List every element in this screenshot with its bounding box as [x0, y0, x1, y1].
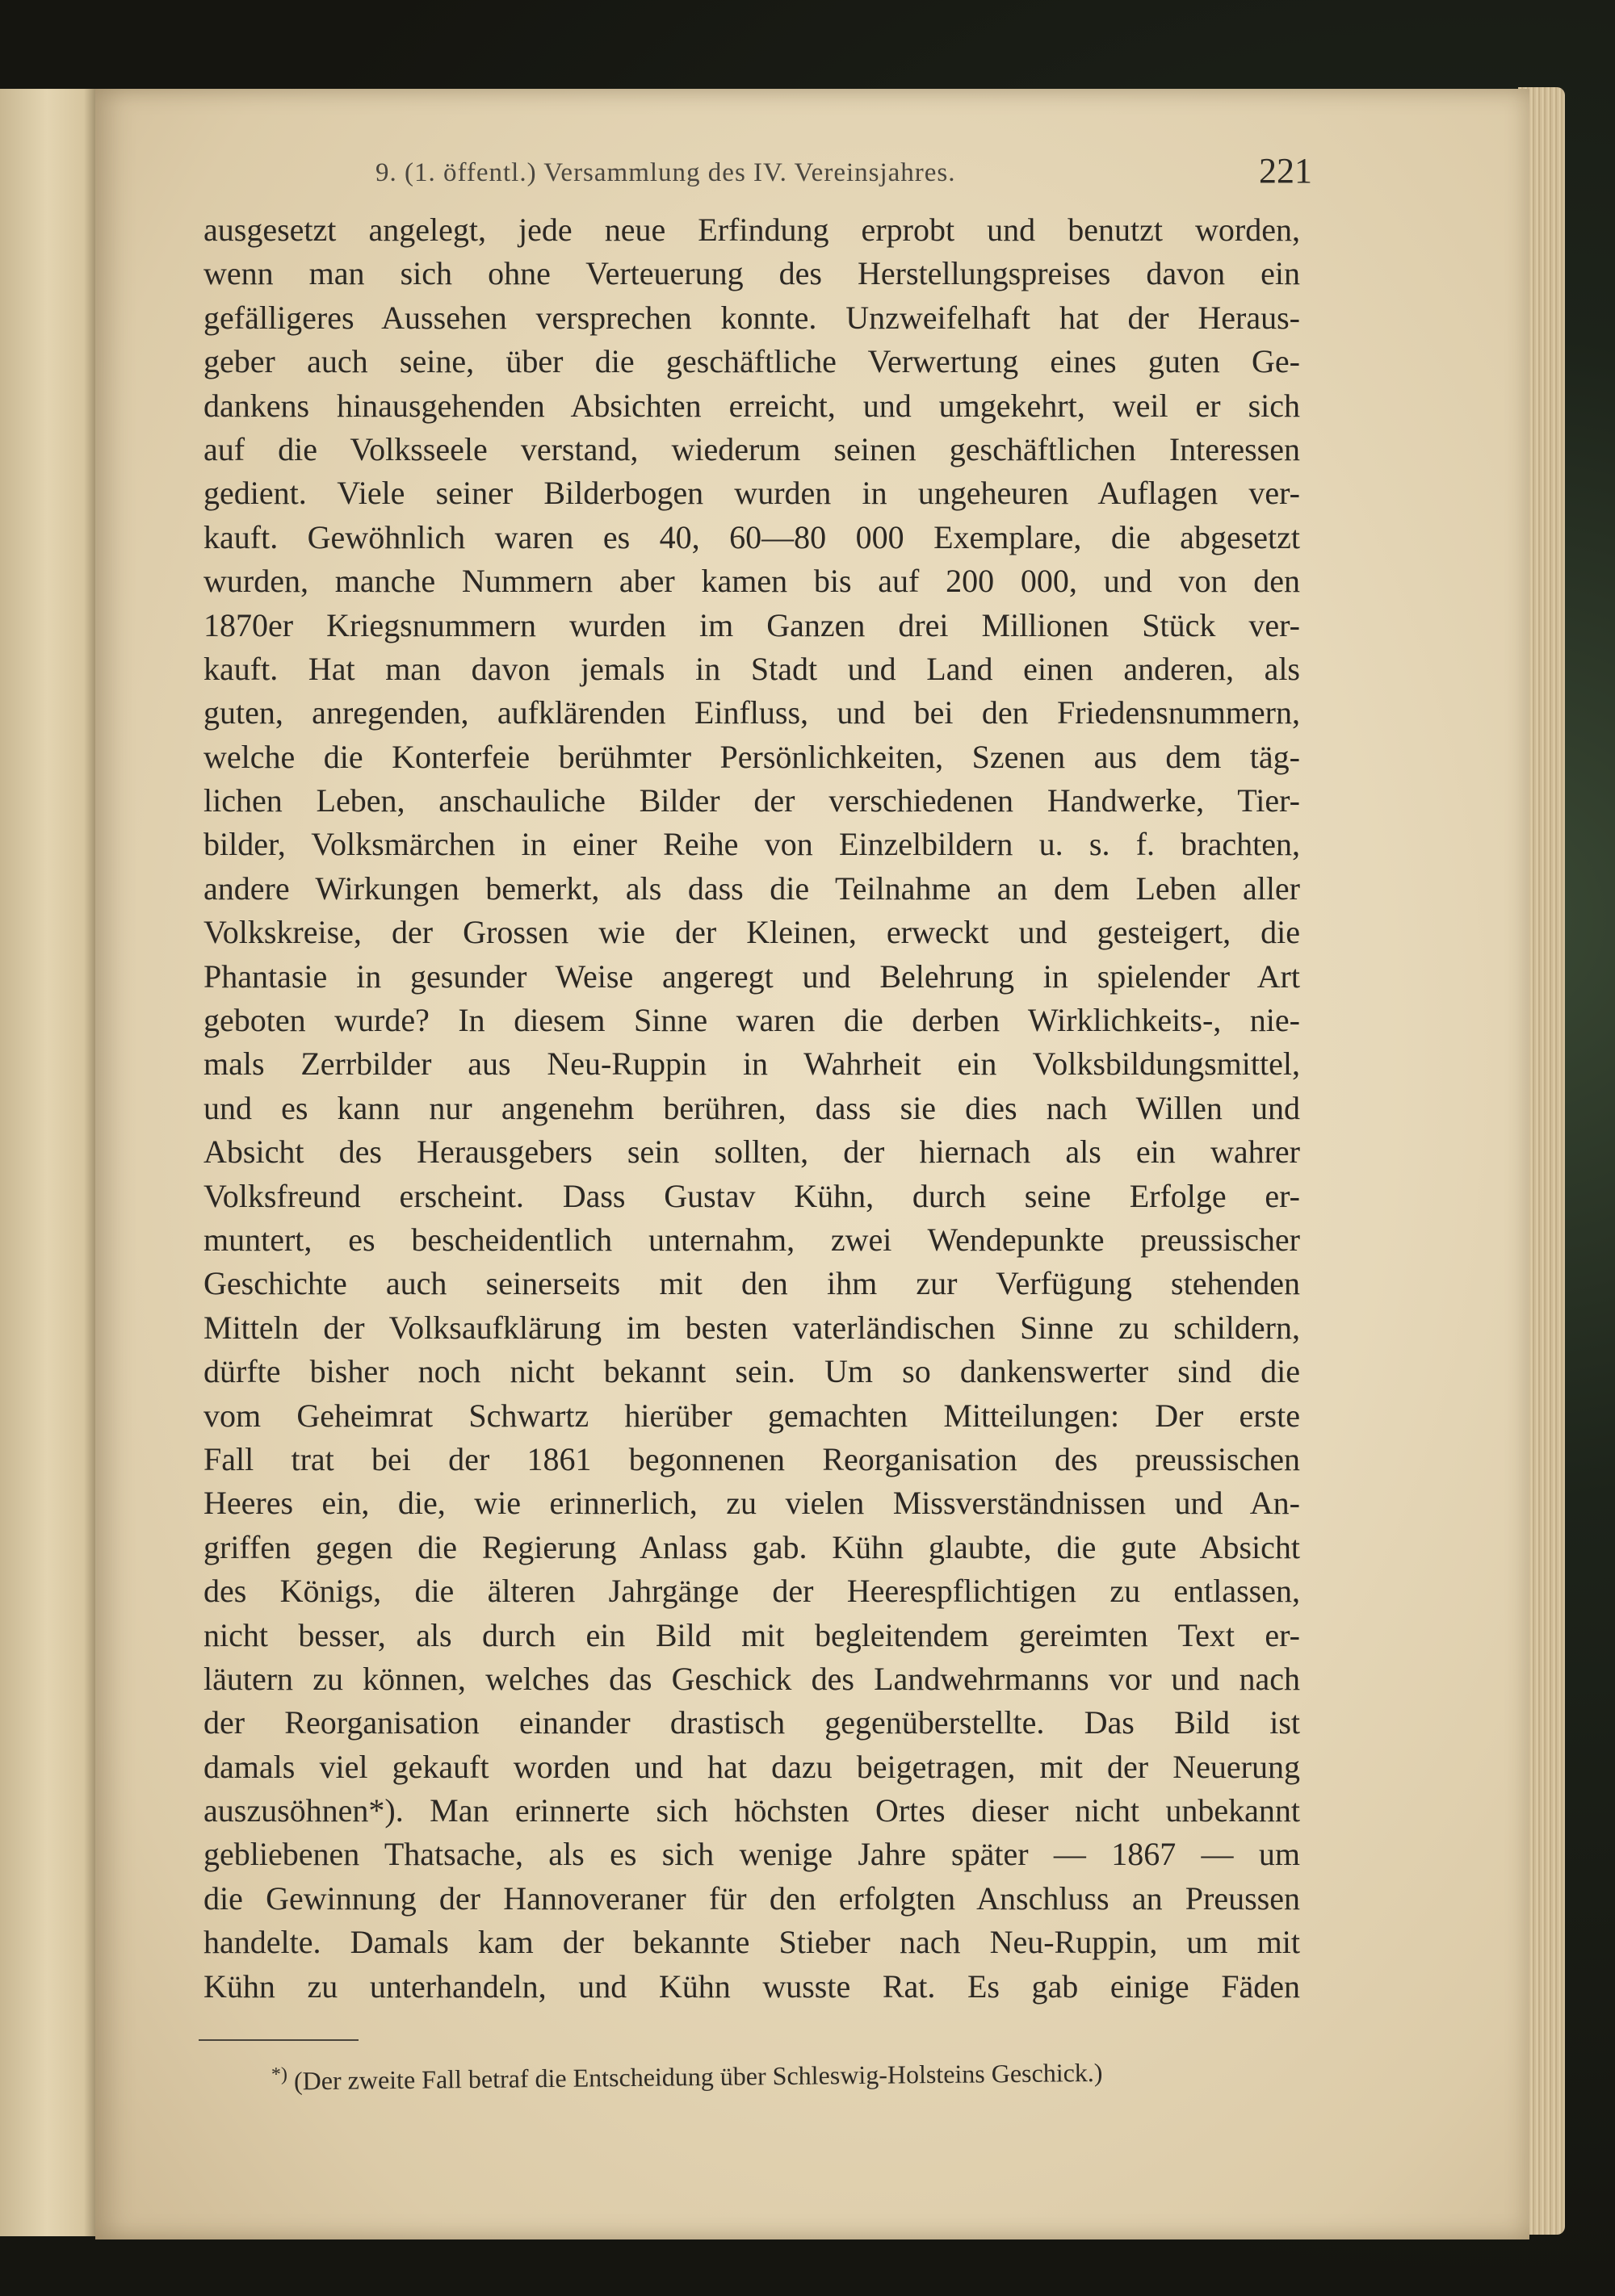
text-line: lichen Leben, anschauliche Bilder der verschiedenen Handwerke, Tier- — [203, 782, 1300, 819]
text-line: gefälligeres Aussehen versprechen konnte. Unzweifelhaft hat der Heraus- — [203, 299, 1300, 336]
text-line: Mitteln der Volksaufklärung im besten vaterländischen Sinne zu schildern, — [203, 1309, 1300, 1346]
text-line: welche die Konterfeie berühmter Persönlichkeiten, Szenen aus dem täg- — [203, 738, 1300, 775]
page-number: 221 — [1259, 151, 1312, 191]
text-line: auszusöhnen*). Man erinnerte sich höchsten Ortes dieser nicht unbekannt — [203, 1792, 1300, 1829]
text-line: geboten wurde? In diesem Sinne waren die derben Wirklichkeits-, nie- — [203, 1002, 1300, 1039]
text-line: damals viel gekauft worden und hat dazu beigetragen, mit der Neuerung — [203, 1748, 1300, 1785]
text-line: guten, anregenden, aufklärenden Einfluss, und bei den Friedensnummern, — [203, 694, 1300, 731]
text-line: auf die Volksseele verstand, wiederum seinen geschäftlichen Interessen — [203, 430, 1300, 467]
text-line: wurden, manche Nummern aber kamen bis auf 200 000, und von den — [203, 563, 1300, 600]
text-line: dankens hinausgehenden Absichten erreicht, und umgekehrt, weil er sich — [203, 387, 1300, 424]
text-line: dürfte bisher noch nicht bekannt sein. Um so dankenswerter sind die — [203, 1353, 1300, 1390]
text-line: ausgesetzt angelegt, jede neue Erfindung erprobt und benutzt worden, — [203, 212, 1300, 248]
text-line: Geschichte auch seinerseits mit den ihm zur Verfügung stehenden — [203, 1265, 1300, 1302]
text-line: Absicht des Herausgebers sein sollten, der hiernach als ein wahrer — [203, 1133, 1300, 1171]
footnote-rule — [199, 2039, 359, 2041]
text-line: Heeres ein, die, wie erinnerlich, zu vielen Missverständnissen und An- — [203, 1485, 1300, 1522]
text-line: Phantasie in gesunder Weise angeregt und Belehrung in spielender Art — [203, 957, 1300, 995]
text-line: Kühn zu unterhandeln, und Kühn wusste Rat. Es gab einige Fäden — [203, 1967, 1300, 2005]
text-line: läutern zu können, welches das Geschick des Landwehrmanns vor und nach — [203, 1660, 1300, 1697]
left-page-edge — [0, 89, 105, 2236]
text-line: mals Zerrbilder aus Neu-Ruppin in Wahrheit ein Volksbildungsmittel, — [203, 1045, 1300, 1083]
text-line: der Reorganisation einander drastisch gegenüberstellte. Das Bild ist — [203, 1704, 1300, 1741]
footnote-text: (Der zweite Fall betraf die Entscheidung über Schleswig-Holsteins Geschick.) — [293, 2057, 1103, 2096]
text-line: gebliebenen Thatsache, als es sich wenige Jahre später — 1867 — um — [203, 1836, 1300, 1873]
text-line: gedient. Viele seiner Bilderbogen wurden in ungeheuren Auflagen ver- — [203, 475, 1300, 512]
text-line: Fall trat bei der 1861 begonnenen Reorganisation des preussischen — [203, 1440, 1300, 1477]
text-line: vom Geheimrat Schwartz hierüber gemachten Mitteilungen: Der erste — [203, 1397, 1300, 1434]
text-line: muntert, es bescheidentlich unternahm, zwei Wendepunkte preussischer — [203, 1221, 1300, 1258]
text-line: wenn man sich ohne Verteuerung des Herstellungspreises davon ein — [203, 255, 1300, 292]
running-head: 9. (1. öffentl.) Versammlung des IV. Vereinsjahres. — [375, 158, 956, 187]
text-line: andere Wirkungen bemerkt, als dass die Teilnahme an dem Leben aller — [203, 869, 1300, 907]
body-text — [203, 208, 1300, 2009]
footnote-mark: *) — [271, 2063, 288, 2085]
text-line: kauft. Hat man davon jemals in Stadt und Land einen anderen, als — [203, 650, 1300, 687]
text-line: griffen gegen die Regierung Anlass gab. Kühn glaubte, die gute Absicht — [203, 1528, 1300, 1565]
text-line: nicht besser, als durch ein Bild mit begleitendem gereimten Text er- — [203, 1616, 1300, 1653]
text-line: des Königs, die älteren Jahrgänge der Heerespflichtigen zu entlassen, — [203, 1573, 1300, 1610]
text-line: bilder, Volksmärchen in einer Reihe von Einzelbildern u. s. f. brachten, — [203, 826, 1300, 863]
text-line: kauft. Gewöhnlich waren es 40, 60—80 000 Exemplare, die abgesetzt — [203, 518, 1300, 555]
text-line: geber auch seine, über die geschäftliche Verwertung eines guten Ge- — [203, 343, 1300, 380]
page-header — [319, 150, 1312, 199]
text-line: handelte. Damals kam der bekannte Stieber nach Neu-Ruppin, um mit — [203, 1924, 1300, 1961]
text-line: und es kann nur angenehm berühren, dass sie dies nach Willen und — [203, 1089, 1300, 1126]
text-line: die Gewinnung der Hannoveraner für den erfolgten Anschluss an Preussen — [203, 1879, 1300, 1917]
text-line: 1870er Kriegsnummern wurden im Ganzen drei Millionen Stück ver- — [203, 606, 1300, 643]
text-line: Volkskreise, der Grossen wie der Kleinen, erweckt und gesteigert, die — [203, 914, 1300, 951]
text-line: Volksfreund erscheint. Dass Gustav Kühn, durch seine Erfolge er- — [203, 1177, 1300, 1214]
